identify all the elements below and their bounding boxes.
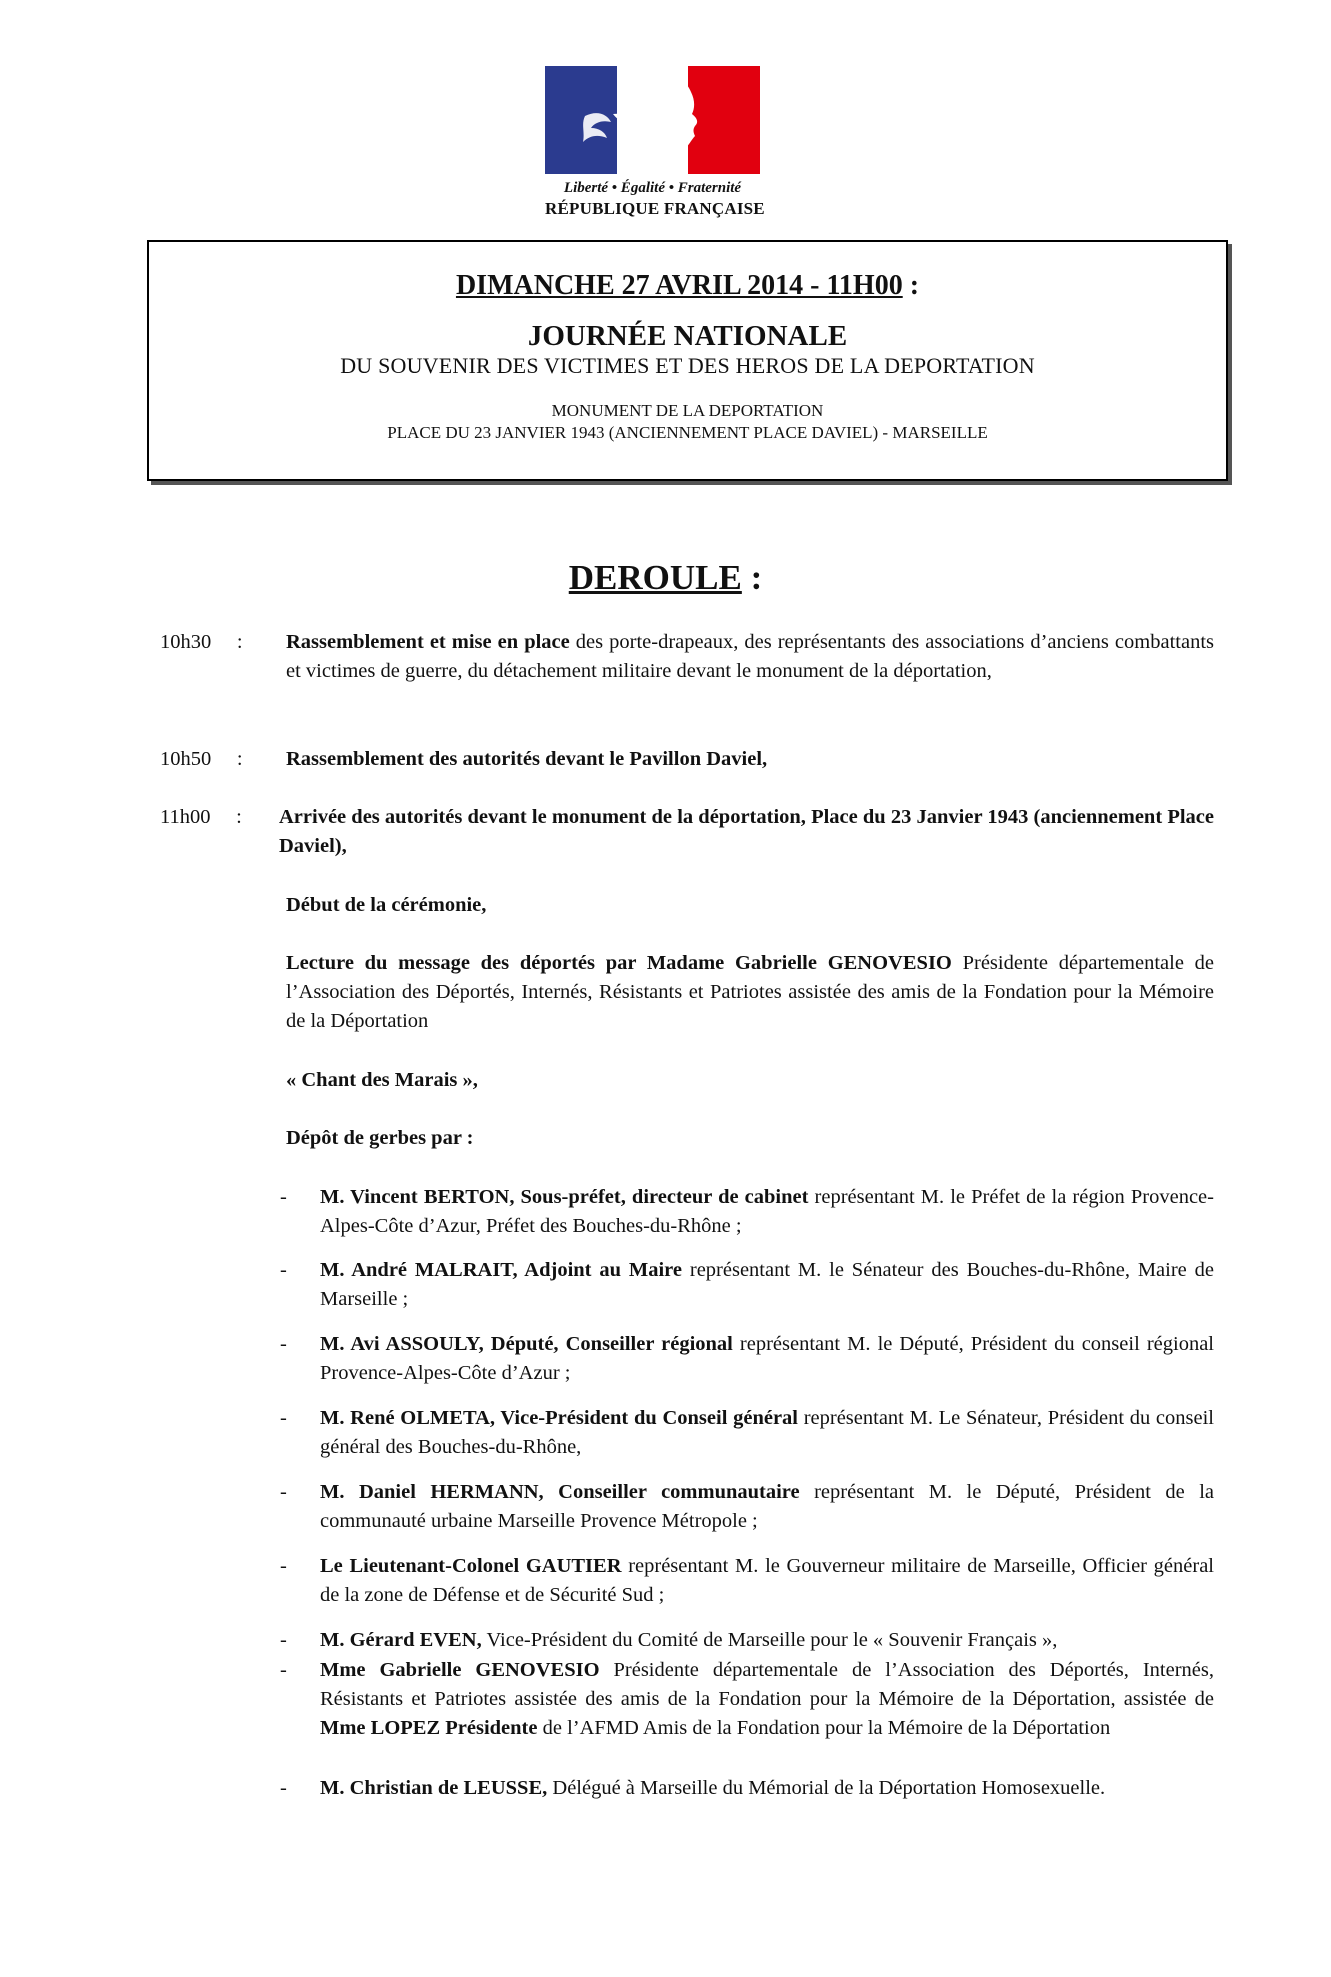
event-location-line2: PLACE DU 23 JANVIER 1943 (ANCIENNEMENT PLACE DAVIEL) - MARSEILLE (387, 423, 988, 442)
message-reading (286, 949, 1214, 1036)
entry-text: Présidente départementale de l’Association des Déportés, Internés, Résistants et Patriotes assistée des amis de la Fondation pour la Mémoire de la Déportation, assistée de (320, 1659, 1214, 1710)
entry-bold-text: Rassemblement des autorités devant le Pavillon Daviel, (286, 748, 768, 770)
time-label (160, 745, 243, 774)
wreath-list-item (320, 1774, 1214, 1803)
entry-bold-text: Début de la cérémonie, (286, 894, 487, 916)
entry-bold-text: Arrivée des autorités devant le monument de la déportation, Place du 23 Janvier 1943 (anciennement Place Daviel), (279, 806, 1214, 857)
entry-bold-text: M. Gérard EVEN, (320, 1629, 482, 1651)
entry-text: des porte-drapeaux, des représentants des associations d’anciens combattants et victimes de guerre, du détachement militaire devant le monument de la déportation, (286, 631, 1214, 682)
entry-text: Présidente départementale de l’Association des Déportés, Internés, Résistants et Patriotes assistée des amis de la Fondation pour la Mémoire de la Déportation (286, 952, 1215, 1032)
entry-bold-text: Lecture du message des déportés par Madame Gabrielle GENOVESIO (286, 952, 952, 974)
entry-bold-text: Le Lieutenant-Colonel GAUTIER (320, 1555, 622, 1577)
time-separator: : (236, 806, 242, 828)
entry-text: représentant M. le Sénateur des Bouches-du-Rhône, Maire de Marseille ; (320, 1259, 1214, 1310)
entry-bold-text: Mme Gabrielle GENOVESIO (320, 1659, 600, 1681)
list-bullet: - (280, 1481, 287, 1503)
list-bullet: - (280, 1186, 287, 1208)
wreath-list-item (320, 1183, 1214, 1241)
logo-motto: Liberté • Égalité • Fraternité (563, 180, 742, 196)
entry-text: représentant M. le Gouverneur militaire de Marseille, Officier général de la zone de Défense et de Sécurité Sud ; (320, 1555, 1214, 1606)
wreath-list-item (320, 1478, 1214, 1536)
list-bullet: - (280, 1659, 287, 1681)
list-bullet: - (280, 1333, 287, 1355)
time-value: 10h50 (160, 748, 212, 770)
entry-text: Vice-Président du Comité de Marseille pour le « Souvenir Français », (481, 1629, 1058, 1651)
event-location-line1: MONUMENT DE LA DEPORTATION (551, 401, 824, 420)
event-date-suffix: : (902, 270, 920, 301)
time-label (160, 628, 243, 657)
event-subtitle: DU SOUVENIR DES VICTIMES ET DES HEROS DE LA DEPORTATION (340, 353, 1035, 378)
wreath-list-item (320, 1656, 1214, 1743)
time-value: 10h30 (160, 631, 212, 653)
list-bullet: - (280, 1555, 287, 1577)
entry-bold-text: M. Vincent BERTON, Sous-préfet, directeur de cabinet (320, 1186, 809, 1208)
entry-bold-text: Mme LOPEZ Présidente (320, 1717, 538, 1739)
event-date (149, 270, 1226, 302)
republique-francaise-logo (545, 66, 765, 219)
wreath-list-item (320, 1552, 1214, 1610)
list-bullet: - (280, 1777, 287, 1799)
chant-des-marais (286, 1066, 1214, 1095)
list-bullet: - (280, 1407, 287, 1429)
deroule-heading-text: DEROULE (568, 558, 742, 597)
wreath-list-item (320, 1256, 1214, 1314)
time-separator: : (236, 631, 243, 653)
entry-text: représentant M. le Député, Président du conseil régional Provence-Alpes-Côte d’Azur ; (320, 1333, 1214, 1384)
wreath-laying-heading (286, 1124, 1214, 1153)
entry-bold-text: M. André MALRAIT, Adjoint au Maire (320, 1259, 683, 1281)
time-separator: : (236, 748, 243, 770)
entry-text: représentant M. le Député, Président de la communauté urbaine Marseille Provence Métropole ; (320, 1481, 1215, 1532)
entry-bold-text: Rassemblement et mise en place (286, 631, 570, 653)
wreath-list-item (320, 1330, 1214, 1388)
entry-text: représentant M. le Préfet de la région Provence-Alpes-Côte d’Azur, Préfet des Bouches-du-Rhône ; (320, 1186, 1214, 1237)
entry-bold-text: M. Daniel HERMANN, Conseiller communautaire (320, 1481, 800, 1503)
time-value: 11h00 (160, 806, 211, 828)
wreath-list-item (320, 1404, 1214, 1462)
deroule-heading (0, 558, 1331, 598)
deroule-heading-suffix: : (741, 558, 763, 597)
program-entry-1050 (286, 745, 1214, 774)
list-bullet: - (280, 1259, 287, 1281)
marianne-flag-icon (545, 66, 760, 174)
entry-bold-text: M. René OLMETA, Vice-Président du Conseil général (320, 1407, 798, 1429)
logo-name: RÉPUBLIQUE FRANÇAISE (545, 199, 765, 218)
entry-text: Délégué à Marseille du Mémorial de la Déportation Homosexuelle. (547, 1777, 1106, 1799)
program-entry-1030 (286, 628, 1214, 686)
entry-bold-text: « Chant des Marais », (286, 1069, 478, 1091)
wreath-list-item (320, 1626, 1214, 1655)
ceremony-start (286, 891, 1214, 920)
entry-bold-text: M. Avi ASSOULY, Député, Conseiller régional (320, 1333, 733, 1355)
time-label (160, 803, 242, 832)
entry-text: de l’AFMD Amis de la Fondation pour la Mémoire de la Déportation (537, 1717, 1111, 1739)
entry-bold-text: M. Christian de LEUSSE, (320, 1777, 548, 1799)
event-title: JOURNÉE NATIONALE (527, 320, 848, 352)
entry-text: représentant M. Le Sénateur, Président du conseil général des Bouches-du-Rhône, (320, 1407, 1214, 1458)
list-bullet: - (280, 1629, 287, 1651)
program-entry-1100 (279, 803, 1214, 861)
event-header-box (147, 240, 1228, 481)
event-date-text: DIMANCHE 27 AVRIL 2014 - 11H00 (455, 270, 903, 301)
entry-bold-text: Dépôt de gerbes par : (286, 1127, 474, 1149)
